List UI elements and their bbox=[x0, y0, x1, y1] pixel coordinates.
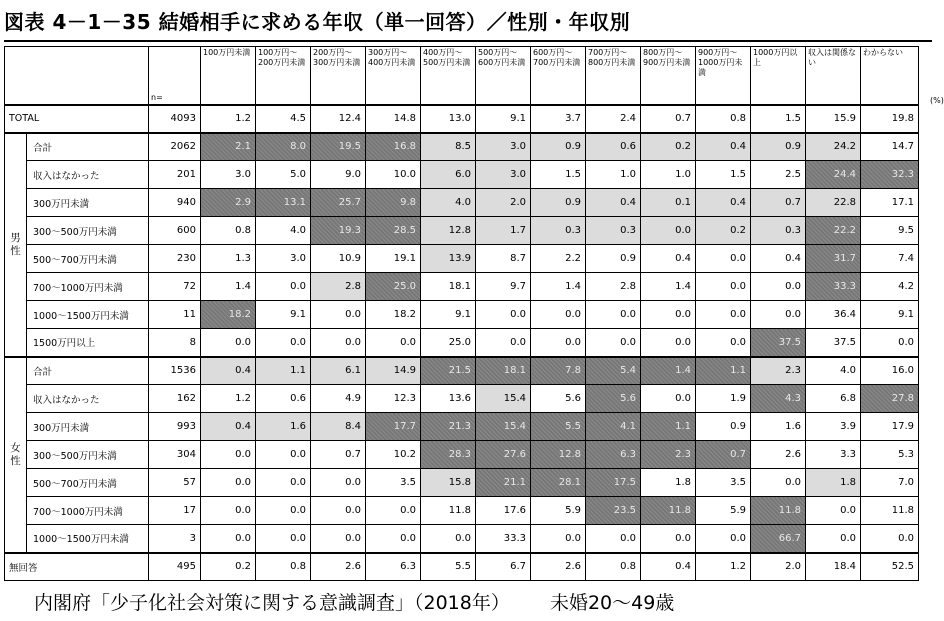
value-cell: 17.7 bbox=[366, 413, 421, 441]
value-cell: 0.0 bbox=[366, 525, 421, 553]
title-divider bbox=[4, 40, 932, 42]
value-cell: 24.2 bbox=[806, 133, 861, 161]
value-cell: 21.5 bbox=[421, 357, 476, 385]
value-cell: 18.1 bbox=[476, 357, 531, 385]
value-cell: 3.9 bbox=[806, 413, 861, 441]
col-header: 200万円～300万円未満 bbox=[311, 47, 366, 105]
table-row bbox=[5, 245, 919, 273]
value-cell: 1.5 bbox=[751, 105, 806, 133]
value-cell: 0.0 bbox=[256, 441, 311, 469]
table-row bbox=[5, 105, 919, 133]
row-n: 72 bbox=[149, 273, 201, 301]
value-cell: 10.2 bbox=[366, 441, 421, 469]
value-cell: 7.4 bbox=[861, 245, 919, 273]
value-cell: 5.6 bbox=[586, 385, 641, 413]
source-note bbox=[34, 588, 674, 615]
value-cell: 0.6 bbox=[586, 133, 641, 161]
value-cell: 1.7 bbox=[476, 217, 531, 245]
value-cell: 0.9 bbox=[531, 189, 586, 217]
value-cell: 2.3 bbox=[641, 441, 696, 469]
row-label: 500～700万円未満 bbox=[27, 245, 149, 273]
value-cell: 32.3 bbox=[861, 161, 919, 189]
row-label: 無回答 bbox=[5, 553, 149, 581]
value-cell: 0.0 bbox=[256, 273, 311, 301]
col-header: 300万円～400万円未満 bbox=[366, 47, 421, 105]
value-cell: 17.5 bbox=[586, 469, 641, 497]
value-cell: 21.3 bbox=[421, 413, 476, 441]
value-cell: 22.2 bbox=[806, 217, 861, 245]
value-cell: 6.0 bbox=[421, 161, 476, 189]
value-cell: 0.8 bbox=[256, 553, 311, 581]
value-cell: 2.3 bbox=[751, 357, 806, 385]
value-cell: 27.6 bbox=[476, 441, 531, 469]
value-cell: 5.4 bbox=[586, 357, 641, 385]
value-cell: 6.8 bbox=[806, 385, 861, 413]
value-cell: 0.0 bbox=[806, 497, 861, 525]
value-cell: 6.1 bbox=[311, 357, 366, 385]
value-cell: 3.5 bbox=[696, 469, 751, 497]
row-label: 1500万円以上 bbox=[27, 329, 149, 357]
value-cell: 5.0 bbox=[256, 161, 311, 189]
col-header: 500万円～600万円未満 bbox=[476, 47, 531, 105]
value-cell: 0.0 bbox=[806, 525, 861, 553]
value-cell: 0.0 bbox=[586, 329, 641, 357]
value-cell: 0.9 bbox=[751, 133, 806, 161]
value-cell: 9.1 bbox=[421, 301, 476, 329]
value-cell: 1.9 bbox=[696, 385, 751, 413]
value-cell: 66.7 bbox=[751, 525, 806, 553]
value-cell: 8.7 bbox=[476, 245, 531, 273]
value-cell: 4.0 bbox=[256, 217, 311, 245]
value-cell: 0.0 bbox=[201, 525, 256, 553]
table-row bbox=[5, 301, 919, 329]
row-label: 300万円未満 bbox=[27, 189, 149, 217]
value-cell: 19.3 bbox=[311, 217, 366, 245]
col-header: 100万円未満 bbox=[201, 47, 256, 105]
row-label: 収入はなかった bbox=[27, 161, 149, 189]
value-cell: 5.5 bbox=[531, 413, 586, 441]
value-cell: 19.1 bbox=[366, 245, 421, 273]
value-cell: 0.0 bbox=[201, 469, 256, 497]
value-cell: 1.8 bbox=[806, 469, 861, 497]
value-cell: 6.3 bbox=[366, 553, 421, 581]
value-cell: 0.3 bbox=[751, 217, 806, 245]
value-cell: 37.5 bbox=[751, 329, 806, 357]
value-cell: 22.8 bbox=[806, 189, 861, 217]
value-cell: 28.5 bbox=[366, 217, 421, 245]
value-cell: 7.8 bbox=[531, 357, 586, 385]
value-cell: 0.0 bbox=[641, 385, 696, 413]
value-cell: 0.4 bbox=[201, 413, 256, 441]
col-header: 800万円～900万円未満 bbox=[641, 47, 696, 105]
row-label: TOTAL bbox=[5, 105, 149, 133]
value-cell: 28.1 bbox=[531, 469, 586, 497]
header-row bbox=[5, 47, 919, 105]
row-n: 1536 bbox=[149, 357, 201, 385]
value-cell: 5.3 bbox=[861, 441, 919, 469]
value-cell: 6.7 bbox=[476, 553, 531, 581]
value-cell: 2.0 bbox=[476, 189, 531, 217]
value-cell: 12.3 bbox=[366, 385, 421, 413]
value-cell: 9.1 bbox=[861, 301, 919, 329]
value-cell: 36.4 bbox=[806, 301, 861, 329]
row-n: 230 bbox=[149, 245, 201, 273]
row-n: 11 bbox=[149, 301, 201, 329]
value-cell: 13.1 bbox=[256, 189, 311, 217]
value-cell: 0.8 bbox=[586, 553, 641, 581]
row-label: 合計 bbox=[27, 133, 149, 161]
value-cell: 0.6 bbox=[256, 385, 311, 413]
value-cell: 27.8 bbox=[861, 385, 919, 413]
value-cell: 0.0 bbox=[256, 525, 311, 553]
col-header: 100万円～200万円未満 bbox=[256, 47, 311, 105]
value-cell: 0.0 bbox=[366, 497, 421, 525]
value-cell: 0.7 bbox=[641, 105, 696, 133]
source-sample: 未婚20～49歳 bbox=[549, 592, 675, 614]
row-n: 162 bbox=[149, 385, 201, 413]
value-cell: 21.1 bbox=[476, 469, 531, 497]
value-cell: 0.9 bbox=[531, 133, 586, 161]
value-cell: 14.8 bbox=[366, 105, 421, 133]
value-cell: 0.2 bbox=[641, 133, 696, 161]
value-cell: 11.8 bbox=[641, 497, 696, 525]
value-cell: 0.0 bbox=[311, 469, 366, 497]
value-cell: 0.0 bbox=[531, 301, 586, 329]
header-n: n= bbox=[149, 47, 201, 105]
value-cell: 25.0 bbox=[366, 273, 421, 301]
value-cell: 3.5 bbox=[366, 469, 421, 497]
value-cell: 0.1 bbox=[641, 189, 696, 217]
value-cell: 0.0 bbox=[696, 245, 751, 273]
row-n: 57 bbox=[149, 469, 201, 497]
value-cell: 0.0 bbox=[586, 525, 641, 553]
value-cell: 12.8 bbox=[421, 217, 476, 245]
value-cell: 0.0 bbox=[256, 329, 311, 357]
value-cell: 5.9 bbox=[696, 497, 751, 525]
value-cell: 11.8 bbox=[751, 497, 806, 525]
group-label: 女 性 bbox=[5, 357, 27, 553]
value-cell: 2.2 bbox=[531, 245, 586, 273]
table-row bbox=[5, 217, 919, 245]
value-cell: 4.5 bbox=[256, 105, 311, 133]
value-cell: 8.0 bbox=[256, 133, 311, 161]
col-header: 400万円～500万円未満 bbox=[421, 47, 476, 105]
value-cell: 4.0 bbox=[421, 189, 476, 217]
row-n: 600 bbox=[149, 217, 201, 245]
value-cell: 0.3 bbox=[586, 217, 641, 245]
value-cell: 6.3 bbox=[586, 441, 641, 469]
value-cell: 37.5 bbox=[806, 329, 861, 357]
value-cell: 1.0 bbox=[641, 161, 696, 189]
row-label: 700～1000万円未満 bbox=[27, 273, 149, 301]
value-cell: 0.2 bbox=[201, 553, 256, 581]
value-cell: 0.0 bbox=[696, 329, 751, 357]
table-row bbox=[5, 553, 919, 581]
value-cell: 9.1 bbox=[256, 301, 311, 329]
row-n: 3 bbox=[149, 525, 201, 553]
value-cell: 15.8 bbox=[421, 469, 476, 497]
row-n: 940 bbox=[149, 189, 201, 217]
value-cell: 25.0 bbox=[421, 329, 476, 357]
table-row bbox=[5, 469, 919, 497]
value-cell: 0.4 bbox=[201, 357, 256, 385]
value-cell: 13.9 bbox=[421, 245, 476, 273]
table-row bbox=[5, 413, 919, 441]
value-cell: 15.4 bbox=[476, 385, 531, 413]
table-row bbox=[5, 357, 919, 385]
row-n: 304 bbox=[149, 441, 201, 469]
row-n: 993 bbox=[149, 413, 201, 441]
row-label: 300～500万円未満 bbox=[27, 441, 149, 469]
value-cell: 0.0 bbox=[586, 301, 641, 329]
value-cell: 0.4 bbox=[641, 245, 696, 273]
value-cell: 4.2 bbox=[861, 273, 919, 301]
value-cell: 0.0 bbox=[311, 525, 366, 553]
value-cell: 11.8 bbox=[421, 497, 476, 525]
value-cell: 1.0 bbox=[586, 161, 641, 189]
value-cell: 1.2 bbox=[201, 105, 256, 133]
value-cell: 9.0 bbox=[311, 161, 366, 189]
source-publisher: 内閣府「少子化社会対策に関する意識調査」（2018年） bbox=[34, 592, 510, 614]
value-cell: 14.7 bbox=[861, 133, 919, 161]
value-cell: 1.8 bbox=[641, 469, 696, 497]
value-cell: 0.4 bbox=[641, 553, 696, 581]
value-cell: 2.5 bbox=[751, 161, 806, 189]
row-label: 300万円未満 bbox=[27, 413, 149, 441]
value-cell: 0.0 bbox=[201, 329, 256, 357]
value-cell: 0.8 bbox=[696, 105, 751, 133]
page-title: 図表 4－1－35 結婚相手に求める年収（単一回答）／性別・年収別 bbox=[4, 10, 631, 34]
value-cell: 1.4 bbox=[201, 273, 256, 301]
value-cell: 16.0 bbox=[861, 357, 919, 385]
value-cell: 0.0 bbox=[201, 441, 256, 469]
value-cell: 1.4 bbox=[641, 273, 696, 301]
value-cell: 4.9 bbox=[311, 385, 366, 413]
col-header: 1000万円以上 bbox=[751, 47, 806, 105]
unit-label: (%) bbox=[930, 96, 944, 105]
value-cell: 1.4 bbox=[641, 357, 696, 385]
value-cell: 0.3 bbox=[531, 217, 586, 245]
header-corner bbox=[5, 47, 149, 105]
value-cell: 9.1 bbox=[476, 105, 531, 133]
value-cell: 2.6 bbox=[751, 441, 806, 469]
value-cell: 0.0 bbox=[641, 217, 696, 245]
value-cell: 0.0 bbox=[476, 329, 531, 357]
value-cell: 0.0 bbox=[696, 273, 751, 301]
value-cell: 13.0 bbox=[421, 105, 476, 133]
row-label: 1000～1500万円未満 bbox=[27, 525, 149, 553]
value-cell: 0.0 bbox=[311, 301, 366, 329]
value-cell: 3.0 bbox=[256, 245, 311, 273]
row-label: 300～500万円未満 bbox=[27, 217, 149, 245]
value-cell: 52.5 bbox=[861, 553, 919, 581]
value-cell: 0.0 bbox=[696, 525, 751, 553]
value-cell: 0.9 bbox=[696, 413, 751, 441]
col-header: 収入は関係ない bbox=[806, 47, 861, 105]
value-cell: 2.0 bbox=[751, 553, 806, 581]
value-cell: 0.0 bbox=[751, 301, 806, 329]
row-label: 500～700万円未満 bbox=[27, 469, 149, 497]
value-cell: 1.1 bbox=[256, 357, 311, 385]
table-row bbox=[5, 497, 919, 525]
value-cell: 0.0 bbox=[751, 469, 806, 497]
table-row bbox=[5, 273, 919, 301]
value-cell: 1.4 bbox=[531, 273, 586, 301]
value-cell: 0.0 bbox=[641, 329, 696, 357]
value-cell: 8.5 bbox=[421, 133, 476, 161]
value-cell: 5.6 bbox=[531, 385, 586, 413]
value-cell: 33.3 bbox=[806, 273, 861, 301]
value-cell: 2.9 bbox=[201, 189, 256, 217]
value-cell: 9.7 bbox=[476, 273, 531, 301]
value-cell: 3.0 bbox=[201, 161, 256, 189]
group-label: 男 性 bbox=[5, 133, 27, 357]
value-cell: 4.1 bbox=[586, 413, 641, 441]
row-label: 収入はなかった bbox=[27, 385, 149, 413]
value-cell: 31.7 bbox=[806, 245, 861, 273]
row-n: 495 bbox=[149, 553, 201, 581]
value-cell: 12.4 bbox=[311, 105, 366, 133]
value-cell: 16.8 bbox=[366, 133, 421, 161]
value-cell: 0.8 bbox=[201, 217, 256, 245]
value-cell: 0.0 bbox=[201, 497, 256, 525]
value-cell: 3.0 bbox=[476, 161, 531, 189]
row-label: 1000～1500万円未満 bbox=[27, 301, 149, 329]
value-cell: 0.0 bbox=[641, 525, 696, 553]
value-cell: 33.3 bbox=[476, 525, 531, 553]
value-cell: 0.0 bbox=[476, 301, 531, 329]
value-cell: 9.5 bbox=[861, 217, 919, 245]
value-cell: 13.6 bbox=[421, 385, 476, 413]
value-cell: 15.4 bbox=[476, 413, 531, 441]
value-cell: 3.3 bbox=[806, 441, 861, 469]
row-n: 8 bbox=[149, 329, 201, 357]
value-cell: 0.0 bbox=[751, 273, 806, 301]
value-cell: 0.0 bbox=[531, 525, 586, 553]
value-cell: 5.5 bbox=[421, 553, 476, 581]
value-cell: 0.4 bbox=[696, 133, 751, 161]
value-cell: 18.1 bbox=[421, 273, 476, 301]
value-cell: 0.0 bbox=[256, 469, 311, 497]
table-row bbox=[5, 329, 919, 357]
value-cell: 1.6 bbox=[256, 413, 311, 441]
value-cell: 2.4 bbox=[586, 105, 641, 133]
value-cell: 19.5 bbox=[311, 133, 366, 161]
value-cell: 1.5 bbox=[696, 161, 751, 189]
value-cell: 1.2 bbox=[696, 553, 751, 581]
row-n: 2062 bbox=[149, 133, 201, 161]
col-header: 900万円～1000万円未満 bbox=[696, 47, 751, 105]
value-cell: 14.9 bbox=[366, 357, 421, 385]
value-cell: 25.7 bbox=[311, 189, 366, 217]
value-cell: 0.0 bbox=[531, 329, 586, 357]
value-cell: 0.4 bbox=[751, 245, 806, 273]
value-cell: 10.9 bbox=[311, 245, 366, 273]
value-cell: 7.0 bbox=[861, 469, 919, 497]
value-cell: 2.6 bbox=[531, 553, 586, 581]
value-cell: 9.8 bbox=[366, 189, 421, 217]
row-n: 201 bbox=[149, 161, 201, 189]
table-row bbox=[5, 441, 919, 469]
value-cell: 0.0 bbox=[641, 301, 696, 329]
value-cell: 8.4 bbox=[311, 413, 366, 441]
value-cell: 17.1 bbox=[861, 189, 919, 217]
value-cell: 19.8 bbox=[861, 105, 919, 133]
value-cell: 0.7 bbox=[696, 441, 751, 469]
table-row bbox=[5, 525, 919, 553]
value-cell: 0.7 bbox=[751, 189, 806, 217]
col-header: 600万円～700万円未満 bbox=[531, 47, 586, 105]
value-cell: 0.0 bbox=[256, 497, 311, 525]
row-label: 700～1000万円未満 bbox=[27, 497, 149, 525]
value-cell: 3.0 bbox=[476, 133, 531, 161]
col-header: わからない bbox=[861, 47, 919, 105]
value-cell: 18.2 bbox=[366, 301, 421, 329]
value-cell: 18.4 bbox=[806, 553, 861, 581]
value-cell: 0.0 bbox=[366, 329, 421, 357]
col-header: 700万円～800万円未満 bbox=[586, 47, 641, 105]
table-row bbox=[5, 189, 919, 217]
value-cell: 15.9 bbox=[806, 105, 861, 133]
value-cell: 0.0 bbox=[696, 301, 751, 329]
data-table bbox=[4, 46, 919, 581]
table-row bbox=[5, 385, 919, 413]
value-cell: 0.0 bbox=[861, 329, 919, 357]
value-cell: 0.7 bbox=[311, 441, 366, 469]
value-cell: 0.0 bbox=[861, 525, 919, 553]
row-n: 4093 bbox=[149, 105, 201, 133]
table-row bbox=[5, 161, 919, 189]
value-cell: 2.8 bbox=[311, 273, 366, 301]
value-cell: 0.4 bbox=[586, 189, 641, 217]
value-cell: 2.8 bbox=[586, 273, 641, 301]
value-cell: 0.0 bbox=[311, 329, 366, 357]
row-label: 合計 bbox=[27, 357, 149, 385]
value-cell: 2.1 bbox=[201, 133, 256, 161]
value-cell: 3.7 bbox=[531, 105, 586, 133]
value-cell: 0.2 bbox=[696, 217, 751, 245]
value-cell: 10.0 bbox=[366, 161, 421, 189]
value-cell: 0.0 bbox=[311, 497, 366, 525]
value-cell: 4.0 bbox=[806, 357, 861, 385]
value-cell: 1.6 bbox=[751, 413, 806, 441]
table-row bbox=[5, 133, 919, 161]
value-cell: 18.2 bbox=[201, 301, 256, 329]
value-cell: 1.1 bbox=[641, 413, 696, 441]
value-cell: 1.2 bbox=[201, 385, 256, 413]
value-cell: 5.9 bbox=[531, 497, 586, 525]
value-cell: 0.9 bbox=[586, 245, 641, 273]
value-cell: 17.6 bbox=[476, 497, 531, 525]
value-cell: 23.5 bbox=[586, 497, 641, 525]
value-cell: 1.1 bbox=[696, 357, 751, 385]
value-cell: 11.8 bbox=[861, 497, 919, 525]
value-cell: 1.3 bbox=[201, 245, 256, 273]
value-cell: 0.0 bbox=[421, 525, 476, 553]
value-cell: 0.4 bbox=[696, 189, 751, 217]
value-cell: 4.3 bbox=[751, 385, 806, 413]
value-cell: 24.4 bbox=[806, 161, 861, 189]
value-cell: 28.3 bbox=[421, 441, 476, 469]
value-cell: 17.9 bbox=[861, 413, 919, 441]
value-cell: 2.6 bbox=[311, 553, 366, 581]
value-cell: 12.8 bbox=[531, 441, 586, 469]
value-cell: 1.5 bbox=[531, 161, 586, 189]
row-n: 17 bbox=[149, 497, 201, 525]
